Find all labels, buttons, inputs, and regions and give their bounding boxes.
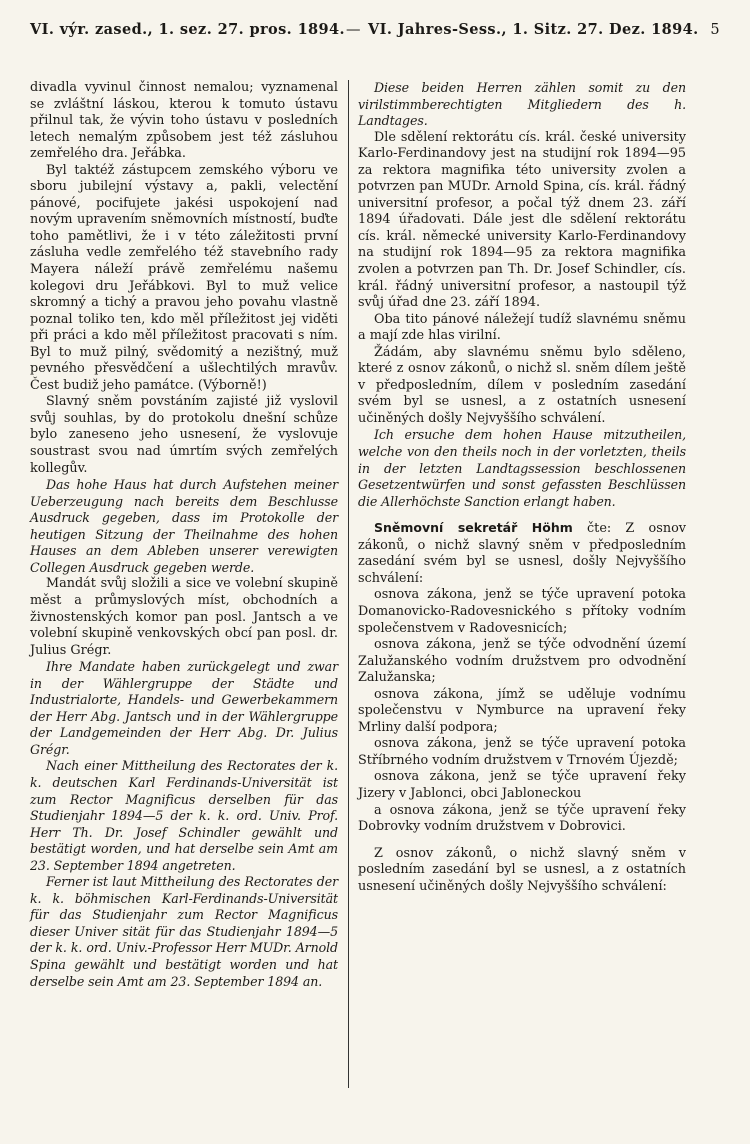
law-item-2: osnova zákona, jenž se týče odvodnění území Zalužanského vodním družstvem pro odvodnění Zalužanska; (358, 637, 686, 686)
law-item-3: osnova zákona, jímž se uděluje vodnímu společenstvu v Nymburce na upravení řeky Mrliny další podpora; (358, 686, 686, 735)
column-divider (348, 80, 349, 1088)
left-paragraph-3: Slavný sněm povstáním zajisté již vyslovil svůj souhlas, by do protokolu dnešní schůze bylo zaneseno jeho usnesení, že vyslovuje soustrast svou nad úmrtím svých zemřelých kollegův. (30, 394, 338, 476)
right-paragraph-1-german: Diese beiden Herren zählen somit zu den virilstimmberechtigten Mitgliedern des h. Landtages. (358, 80, 686, 129)
law-item-6: a osnova zákona, jenž se týče upravení řeky Dobrovky vodním družstvem v Dobrovici. (358, 802, 686, 835)
left-paragraph-5: Mandát svůj složili a sice ve volební skupině měst a průmyslových míst, obchodních a živnostenských komor pan posl. Jantsch a ve volební skupině venkovských obcí pan posl. dr. Julius Grégr. (30, 576, 338, 658)
page-number: 5 (710, 22, 720, 38)
left-paragraph-4-german: Das hohe Haus hat durch Aufstehen meiner Ueberzeugung nach bereits dem Beschlusse Ausdruck gegeben, dass im Protokolle der heutigen Sitzung der Theilnahme des hohen Hauses an dem Ableben unserer verewigten Collegen Ausdruck gegeben werde. (30, 477, 338, 575)
speaker-name: Sněmovní sekretář Höhm (374, 520, 573, 536)
speaker-text: čte: Z osnov zákonů, o nichž slavný sněm v předposledním zasedání svém byl se usnesl, došly Nejvyššího schválení: (358, 521, 687, 586)
right-paragraph-5-german: Ich ersuche dem hohen Hause mitzutheilen, welche von den theils noch in der vorletzten, theils in der letzten Landtagssession beschlossenen Gesetzentwürfen und sonst gefassten Beschlüssen die Allerhöchste Sanction erlangt haben. (358, 427, 686, 509)
right-paragraph-2: Dle sdělení rektorátu cís. král. české university Karlo-Ferdinandovy jest na studijní rok 1894—95 za rektora magnifika této university zvolen a potvrzen pan MUDr. Arnold Spina, cís. král. řádný universitní profesor, a počal týž dnem 23. září 1894 úřadovati. Dále jest dle sdělení rektorátu cís. král. německé university Karlo-Ferdinandovy na studijní rok 1894—95 za rektora magnifika zvolen a potvrzen pan Th. Dr. Josef Schindler, cís. král. řádný universitní profesor, a nastoupil týž svůj úřad dne 23. září 1894. (358, 129, 686, 311)
law-item-5: osnova zákona, jenž se týče upravení řeky Jizery v Jablonci, obci Jabloneckou (358, 769, 686, 801)
law-item-4: osnova zákona, jenž se týče upravení potoka Stříbrného vodním družstvem v Trnovém Újezdě; (358, 736, 686, 768)
left-column (30, 80, 338, 990)
left-paragraph-8-german: Ferner ist laut Mittheilung des Rectorates der k. k. böhmischen Karl-Ferdinands-Universität für das Studienjahr zum Rector Magnificus dieser Univer sität für das Studienjahr 1894—5 der k. k. ord. Univ.-Professor Herr MUDr. Arnold Spina gewählt und bestätigt worden und hat derselbe sein Amt am 23. September 1894 an. (30, 874, 338, 989)
right-paragraph-4: Žádám, aby slavnému sněmu bylo sděleno, které z osnov zákonů, o nichž sl. sněm dílem ještě v předposledním, dílem v posledním zasedání svém byl se usnesl, a z ostatních usnesení učiněných došly Nejvyššího schválení. (358, 344, 686, 426)
right-paragraph-6 (358, 520, 686, 587)
header-german: VI. Jahres-Sess., 1. Sitz. 27. Dez. 1894. (368, 21, 699, 38)
right-column (358, 80, 686, 895)
left-paragraph-7-german: Nach einer Mittheilung des Rectorates der k. k. deutschen Karl Ferdinands-Universität ist zum Rector Magnificus derselben für das Studienjahr 1894—5 der k. k. ord. Univ. Prof. Herr Th. Dr. Josef Schindler gewählt und bestätigt worden, und hat derselbe sein Amt am 23. September 1894 angetreten. (30, 758, 338, 873)
header-separator: — (346, 22, 361, 38)
page-header (30, 10, 720, 50)
left-paragraph-1: divadla vyvinul činnost nemalou; vyznamenal se zvláštní láskou, kterou k tomuto ústavu přilnul tak, že vývin toho ústavu v posledních letech nemalým způsobem jest též zásluhou zemřelého dra. Jeřábka. (30, 80, 338, 162)
header-czech: VI. výr. zased., 1. sez. 27. pros. 1894. (30, 21, 345, 38)
left-paragraph-6-german: Ihre Mandate haben zurückgelegt und zwar in der Wählergruppe der Städte und Industrialorte, Handels- und Gewerbekammern der Herr Abg. Jantsch und in der Wählergruppe der Landgemeinden der Herr Abg. Dr. Julius Grégr. (30, 659, 338, 757)
left-paragraph-2: Byl taktéž zástupcem zemského výboru ve sboru jubilejní výstavy a, pakli, velectění pánové, pocifujete jakési uspokojení nad novým upravením sněmovních místností, buďte toho pamětlivi, že i v této záležitosti první zásluha vedle zemřelého též stavebního rady Mayera náleží právě zemřelému našemu kolegovi dru Jeřábkovi. Byl to muž velice skromný a tichý a pravou jeho povahu vlastně poznal toliko ten, kdo měl příležitost jej viděti při práci a kdo měl příležitost pracovati s ním. Byl to muž pilný, svědomitý a nezištný, muž pevného přesvědčení a ušlechtilých mravův. Čest budiž jeho památce. (Výborně!) (30, 162, 338, 393)
right-paragraph-3: Oba tito pánové náležejí tudíž slavnému sněmu a mají zde hlas virilní. (358, 311, 686, 344)
law-item-1: osnova zákona, jenž se týče upravení potoka Domanovicko-Radovesnického s přítoky vodním společenstvem v Radovesnicích; (358, 587, 686, 636)
right-paragraph-7: Z osnov zákonů, o nichž slavný sněm v posledním zasedání byl se usnesl, a z ostatních usnesení učiněných došly Nejvyššího schválení: (358, 845, 686, 894)
